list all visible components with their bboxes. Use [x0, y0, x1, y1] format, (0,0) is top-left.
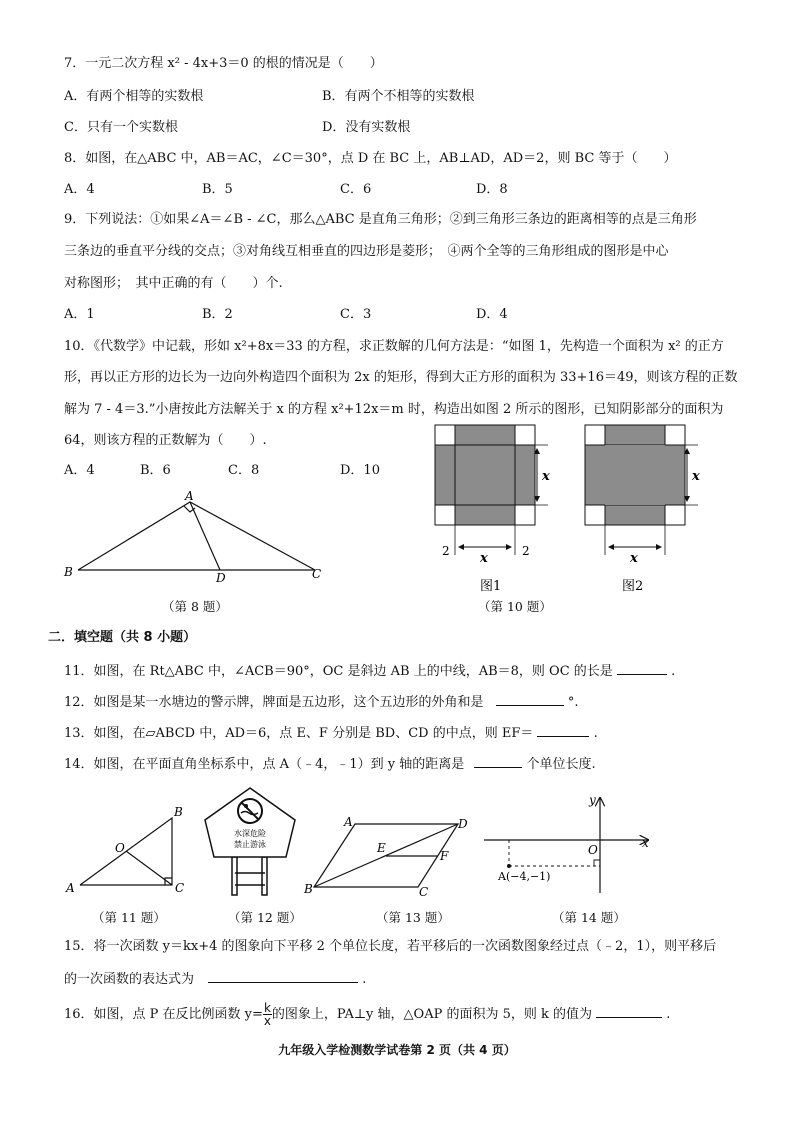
fig8-label-c: C — [312, 567, 322, 581]
fig14-axis-y-label: y — [589, 793, 596, 807]
fig10-fig2-x-right: x — [692, 469, 700, 484]
q13-tail: . — [593, 726, 598, 741]
q15-answer-blank[interactable] — [208, 970, 358, 983]
q16-frac-num: k — [263, 1001, 271, 1015]
q12 — [64, 693, 578, 711]
fig8-triangle — [78, 502, 315, 570]
q10-line3: 解为 7 - 4＝3.”小唐按此方法解关于 x 的方程 x²+12x＝m 时，构造出如图 2 所示的图形，已知阴影部分的面积为 — [64, 402, 724, 417]
q10-line2: 形，再以正方形的边长为一边向外构造四个面积为 2x 的矩形，得到大正方形的面积为 33+16＝49，则该方程的正数 — [64, 370, 738, 385]
q14-tail: 个单位长度. — [526, 757, 596, 772]
fig11-label-o: O — [115, 841, 125, 855]
fig14-axis-x-label: x — [642, 836, 649, 850]
fig14-origin-label: O — [588, 843, 598, 857]
fig11-label-a: A — [66, 881, 75, 895]
fig11-label-c: C — [175, 881, 185, 895]
q14-text: 14．如图，在平面直角坐标系中，点 A（﹣4，﹣1）到 y 轴的距离是 — [64, 757, 465, 772]
fig10-figure2 — [585, 425, 698, 555]
q11 — [64, 662, 675, 680]
q12-tail: °. — [567, 695, 579, 710]
fig8-label-a: A — [185, 489, 194, 503]
q8-option-d: D．8 — [476, 182, 508, 197]
fig14-right-angle-mark — [594, 860, 600, 866]
q14-answer-blank[interactable] — [474, 755, 522, 768]
fig13-caption: （第 13 题） — [376, 910, 450, 925]
q13-answer-blank[interactable] — [537, 724, 589, 737]
q15-line2: 的一次函数的表达式为 — [64, 972, 195, 987]
q16 — [64, 1001, 670, 1029]
fig8-segment-ad — [190, 502, 220, 570]
fig12-sign-line1: 水深危险 — [234, 829, 266, 838]
q8-option-a: A．4 — [64, 182, 95, 197]
q12-text: 12．如图是某一水塘边的警示牌，牌面是五边形，这个五边形的外角和是 — [64, 695, 484, 710]
q14 — [64, 755, 596, 773]
q7-option-c: C．只有一个实数根 — [64, 120, 178, 135]
fig13-label-e: E — [377, 841, 386, 855]
fig14-point-a-label: A(−4,−1) — [498, 870, 551, 883]
figure-12 — [200, 785, 300, 903]
q12-answer-blank[interactable] — [496, 693, 564, 706]
q10-option-b: B．6 — [140, 463, 171, 478]
fig8-caption: （第 8 题） — [162, 599, 228, 614]
fig8-label-d: D — [216, 571, 226, 585]
q9-option-b: B．2 — [202, 307, 233, 322]
q16-fraction — [263, 1002, 272, 1027]
fig14-caption: （第 14 题） — [552, 910, 626, 925]
q10-option-c: C．8 — [228, 463, 260, 478]
q8-option-c: C．6 — [340, 182, 372, 197]
fig11-caption: （第 11 题） — [92, 910, 166, 925]
q9-option-a: A．1 — [64, 307, 95, 322]
q7-option-d: D．没有实数根 — [322, 120, 411, 135]
q10-option-d: D．10 — [340, 463, 380, 478]
fig13-label-c: C — [419, 885, 429, 899]
fig10-fig1-corner-right: 2 — [522, 544, 530, 558]
fig14-point-a — [507, 864, 511, 868]
q15-line2-wrap — [64, 970, 366, 988]
fig13-label-b: B — [304, 882, 313, 896]
q7-stem: 7．一元二次方程 x² - 4x+3＝0 的根的情况是（ ） — [64, 56, 383, 71]
q13-text: 13．如图，在▱ABCD 中，AD＝6，点 E、F 分别是 BD、CD 的中点，则 EF＝ — [64, 726, 534, 741]
fig10-figure1 — [435, 425, 548, 555]
q8-stem: 8．如图，在△ABC 中，AB＝AC，∠C＝30°，点 D 在 BC 上，AB⊥AD，AD＝2，则 BC 等于（ ） — [64, 151, 677, 166]
q15-line1: 15．将一次函数 y＝kx+4 的图象向下平移 2 个单位长度，若平移后的一次函数图象经过点（﹣2，1），则平移后 — [64, 939, 717, 954]
fig12-sign-line2: 禁止游泳 — [234, 840, 266, 849]
section-2-heading: 二．填空题（共 8 小题） — [48, 630, 197, 645]
q9-option-c: C．3 — [340, 307, 372, 322]
q9-line1: 9．下列说法：①如果∠A＝∠B - ∠C，那么△ABC 是直角三角形；②到三角形三条边的距离相等的点是三角形 — [64, 212, 697, 227]
fig10-fig1-label: 图1 — [480, 579, 502, 594]
q10-option-a: A．4 — [64, 463, 95, 478]
figure-8 — [60, 488, 340, 588]
fig13-label-f: F — [440, 849, 449, 863]
q9-option-d: D．4 — [476, 307, 508, 322]
fig13-label-d: D — [458, 817, 468, 831]
q7-option-a: A．有两个相等的实数根 — [64, 89, 204, 104]
page-footer: 九年级入学检测数学试卷第 2 页（共 4 页） — [278, 1043, 516, 1057]
q9-line2: 三条边的垂直平分线的交点；③对角线互相垂直的四边形是菱形； ④两个全等的三角形组成的图形是中心 — [64, 244, 669, 259]
fig8-label-b: B — [64, 565, 73, 579]
q9-line3: 对称图形； 其中正确的有（ ）个. — [64, 276, 283, 291]
q16-answer-blank[interactable] — [596, 1005, 662, 1018]
fig10-fig1-corner-left: 2 — [442, 544, 450, 558]
fig10-fig2-label: 图2 — [622, 579, 644, 594]
fig12-caption: （第 12 题） — [228, 910, 302, 925]
fig10-caption: （第 10 题） — [478, 599, 552, 614]
q16-post: 的图象上，PA⊥y 轴，△OAP 的面积为 5，则 k 的值为 — [271, 1007, 593, 1022]
fig8-right-angle-mark — [184, 506, 195, 512]
fig10-fig1-x-right: x — [542, 469, 550, 484]
q13 — [64, 724, 598, 742]
q7-option-b: B．有两个不相等的实数根 — [322, 89, 475, 104]
q10-line1: 10．《代数学》中记载，形如 x²+8x＝33 的方程，求正数解的几何方法是：“如图 1，先构造一个面积为 x² 的正方 — [64, 339, 724, 354]
no-swimming-icon — [238, 799, 262, 823]
q16-frac-den: x — [263, 1014, 271, 1028]
q15-tail: . — [362, 972, 367, 987]
q11-answer-blank[interactable] — [617, 662, 667, 675]
fig13-label-a: A — [344, 815, 353, 829]
figure-10 — [430, 420, 710, 600]
q11-text: 11．如图，在 Rt△ABC 中，∠ACB＝90°，OC 是斜边 AB 上的中线，AB＝8，则 OC 的长是 — [64, 664, 613, 679]
q11-tail: . — [671, 664, 676, 679]
figure-11 — [60, 800, 200, 900]
fig10-fig1-x-bottom: x — [480, 551, 488, 566]
figure-14 — [482, 790, 662, 900]
fig11-label-b: B — [174, 805, 183, 819]
q8-option-b: B．5 — [202, 182, 233, 197]
q16-pre: 16．如图，点 P 在反比例函数 y= — [64, 1007, 263, 1022]
figure-13 — [300, 812, 480, 897]
q16-tail: . — [666, 1007, 671, 1022]
q10-line4: 64，则该方程的正数解为（ ）. — [64, 433, 267, 448]
fig10-fig2-x-bottom: x — [630, 551, 638, 566]
